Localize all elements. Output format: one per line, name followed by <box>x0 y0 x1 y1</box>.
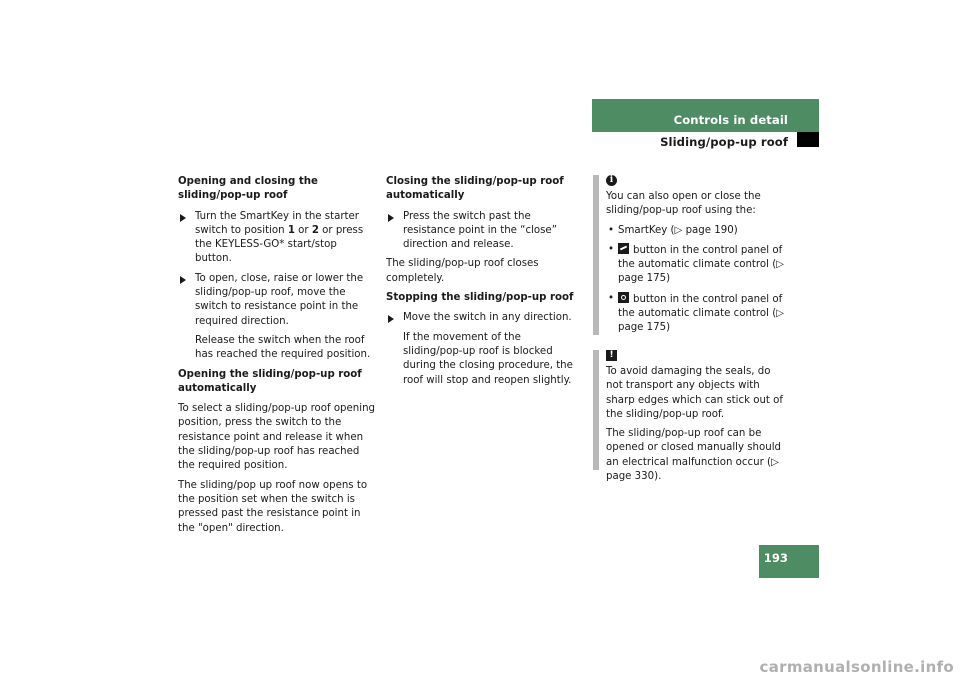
subsection-wrap <box>592 0 819 160</box>
info-intro: You can also open or close the sliding/pop-up roof using the: <box>606 191 761 217</box>
column-1 <box>178 175 376 541</box>
warning-bar <box>593 350 599 470</box>
warning-icon: ! <box>606 350 617 361</box>
heading-open-auto: Opening the sliding/pop-up roof automatically <box>178 368 362 394</box>
info-bullet-fan-button: • button in the control panel of the automatic climate control (▷ page 175) <box>608 292 785 334</box>
page-number: 193 <box>763 551 788 565</box>
column-2 <box>386 175 582 393</box>
info-note <box>606 175 788 341</box>
step-turn-key: Turn the SmartKey in the starter switch to position 1 or 2 or press the KEYLESS-GO* start/stop button. <box>178 210 376 267</box>
section-title: Controls in detail <box>673 113 788 127</box>
step-note-release: Release the switch when the roof has reached the required position. <box>195 334 371 361</box>
info-bullet-roof-button: • button in the control panel of the automatic climate control (▷ page 175) <box>608 243 785 285</box>
step-note-blocked: If the movement of the sliding/pop-up roof is blocked during the closing procedure, the roof will stop and reopen slightly. <box>403 331 573 386</box>
info-icon: i <box>606 175 617 186</box>
para-select-position: To select a sliding/pop-up roof opening position, press the switch to the resistance point and release it when the sliding/pop-up roof has reached the required position. <box>178 403 376 472</box>
para-open-position: The sliding/pop up roof now opens to the position set when the switch is pressed past the resistance point in the "open" direction. <box>178 479 368 534</box>
heading-close-auto: Closing the sliding/pop-up roof automatically <box>386 176 564 202</box>
heading-stop: Stopping the sliding/pop-up roof <box>386 292 574 304</box>
step-press-switch: Press the switch past the resistance point in the “close” direction and release. <box>386 210 582 253</box>
info-bullet-smartkey: • SmartKey (▷ page 190) <box>608 224 738 236</box>
info-bar <box>593 175 599 335</box>
watermark: carmanualsonline.info <box>759 657 954 676</box>
fan-button-icon <box>618 292 629 303</box>
roof-button-icon <box>618 243 629 254</box>
heading-open-close: Opening and closing the sliding/pop-up roof <box>178 176 318 202</box>
step-arrow-icon <box>180 214 186 222</box>
step-move-any: Move the switch in any direction. <box>386 311 582 325</box>
subsection-title: Sliding/pop-up roof <box>660 135 788 149</box>
step-arrow-icon <box>388 315 394 323</box>
para-closes-completely: The sliding/pop-up roof closes completely. <box>386 258 539 284</box>
warning-para-seals: To avoid damaging the seals, do not transport any objects with sharp edges which can stick out of the sliding/pop-up roof. <box>606 366 783 420</box>
step-arrow-icon <box>180 276 186 284</box>
step-arrow-icon <box>388 214 394 222</box>
warning-para-manual: The sliding/pop-up roof can be opened or closed manually should an electrical malfunction occur (▷ page 330). <box>606 428 782 483</box>
warning-note <box>606 350 788 489</box>
page-number-box <box>759 545 819 578</box>
thumb-tab <box>797 132 819 147</box>
step-move-switch: To open, close, raise or lower the sliding/pop-up roof, move the switch to resistance point in the required direction. <box>178 272 376 329</box>
